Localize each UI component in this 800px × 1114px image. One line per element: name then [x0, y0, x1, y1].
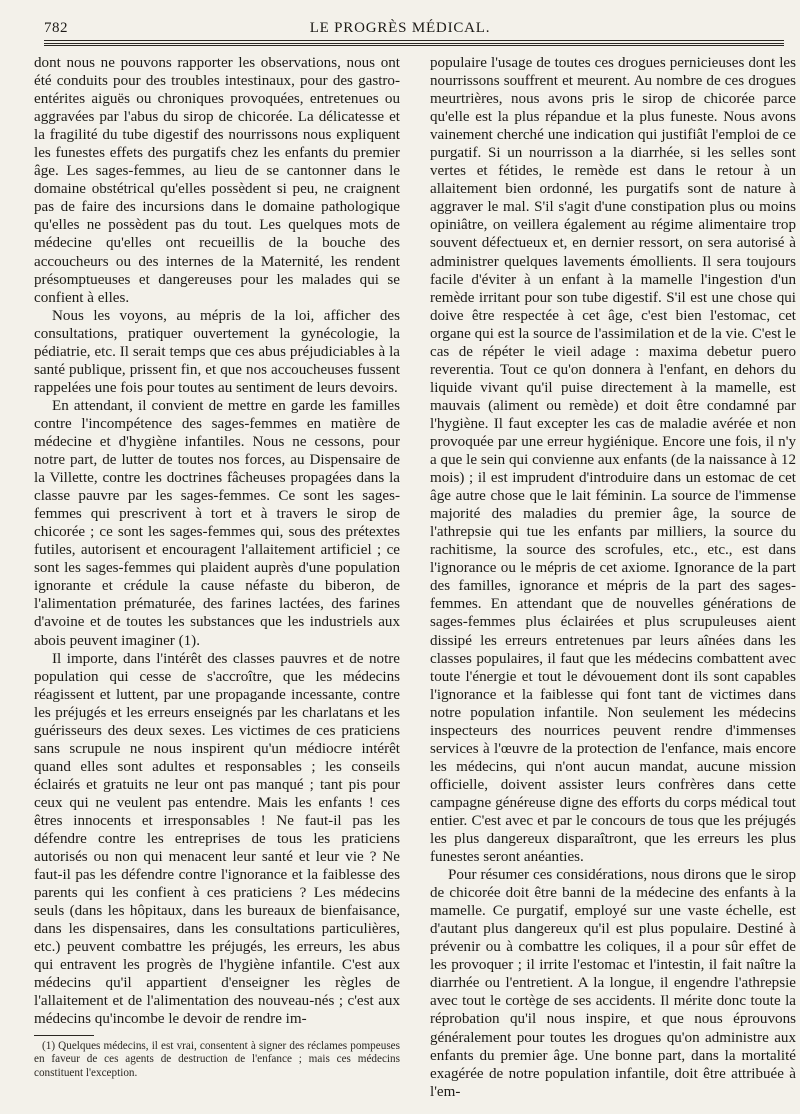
right-column: [424, 54, 796, 1101]
paragraph: Pour résumer ces considérations, nous dirons que le sirop de chicorée doit être banni de la médecine des enfants à la mamelle. Ce purgatif, employé sur une vaste échelle, est d'autant plus dangereux qu'il est plus populaire. Destiné à prévenir ou à combattre les coliques, il a pour sûr effet de les provoquer ; il irrite l'estomac et l'intestin, il fait naître la diarrhée ou l'entretient. A la longue, il engendre l'athrepsie avec tout le cortège de ses accidents. Il mérite donc toute la réprobation qu'il nous inspire, et que nous éprouvons généralement pour toutes les drogues qu'on administre aux enfants du premier âge. Une bonne part, dans la mortalité exagérée de notre population infantile, doit être attribuée à l'em-: [430, 867, 796, 1100]
paragraph: Nous les voyons, au mépris de la loi, afficher des consultations, pratiquer ouvertement la gynécologie, la pédiatrie, etc. Il serait temps que ces abus préjudiciables à la santé publique, prissent fin, et que nos accoucheuses fussent rappelées une fois pour toutes au sentiment de leurs devoirs.: [34, 307, 400, 396]
left-column: [34, 54, 400, 1101]
journal-title: LE PROGRÈS MÉDICAL.: [309, 20, 491, 36]
paragraph: dont nous ne pouvons rapporter les observations, nous ont été conduits pour des troubles intestinaux, pour des gastro-entérites aiguës ou chroniques provoquées, entretenues ou aggravées par l'abus du sirop de chicorée. La délicatesse et la fragilité du tube digestif des nourrissons nous expliquent les funestes effets des purgatifs chez les enfants du premier âge. Les sages-femmes, au lieu de se cantonner dans le domaine obstétrical qu'elles possèdent si peu, ne craignent pas de faire des incursions dans le domaine pathologique qu'elles ne possèdent pas du tout. Les quelques mots de médecine qu'elles ont recueillis de la bouche des accoucheurs ou des internes de la Maternité, les rendent présomptueuses et dangereuses pour les malades qui se confient à elles.: [34, 55, 400, 306]
footnote: (1) Quelques médecins, il est vrai, consentent à signer des réclames pompeuses en faveur de ces agents de destruction de l'enfance ; mais ces médecins constituent l'exception.: [34, 1039, 400, 1079]
text-columns: [34, 54, 796, 1101]
footnote-rule: [34, 1035, 94, 1036]
paragraph: populaire l'usage de toutes ces drogues pernicieuses dont les nourrissons souffrent et meurent. Au nombre de ces drogues meurtrières, nous avons pris le sirop de chicorée parce qu'elle est la plus répandue et la plus funeste. Nous avons vainement cherché une indication qui justifiât l'emploi de ce purgatif. Si un nourrisson a la diarrhée, si les selles sont vertes et fétides, le remède est dans le retour à un allaitement bien ordonné, les purgatifs sont de nature à aggraver le mal. S'il s'agit d'une constipation plus ou moins opiniâtre, on veillera également au régime alimentaire trop souvent défectueux et, en dernier ressort, on sera autorisé à administrer quelques lavements émollients. Il sera toujours facile d'éviter à un enfant à la mamelle l'ingestion d'un remède irritant pour son tube digestif. S'il est une chose qui doive être respectée à cet âge, c'est bien l'estomac, cet organe qui est la source de l'assimilation et de la vie. C'est le cas de répéter le vieil adage : maxima debetur puero reverentia. Tout ce qu'on donnera à l'enfant, en dehors du liquide vivant qu'il puise directement à la mamelle, est mauvais (aliment ou remède) et doit être condamné par l'hygiène. Il faut excepter les cas de maladie avérée et non provoquée par une erreur hygiénique. Encore une fois, il n'y a que le sein qui convienne aux enfants (de la naissance à 12 mois) ; il est imprudent d'introduire dans un estomac de cet âge autre chose que le lait féminin. La source de l'immense majorité des maladies du premier âge, la source de l'athrepsie qui tue les enfants par milliers, la source du rachitisme, la source des scrofules, etc., etc., est dans l'ignorance ou le mépris de cet axiome. Ignorance de la part des familles, ignorance et mépris de la part des sages-femmes. En attendant que de nouvelles générations de sages-femmes plus éclairées et plus scrupuleuses aient dissipé les erreurs entretenues par leurs aînées dans les classes populaires, il faut que les médecins combattent avec toute l'énergie et tout le dévouement dont ils sont capables l'ignorance et la faiblesse qui font tant de victimes dans notre population infantile. Non seulement les médecins inspecteurs des nourrices peuvent rendre d'immenses services à l'œuvre de la protection de l'enfance, mais encore les médecins, qui n'ont aucun mandat, aucune mission officielle, doivent assister leurs confrères dans cette campagne généreuse digne des efforts du corps médical tout entier. C'est avec et par le concours de tous que les préjugés les plus dangereux disparaîtront, que les erreurs les plus funestes seront anéanties.: [430, 55, 796, 866]
journal-page: [30, 16, 796, 1102]
paragraph: En attendant, il convient de mettre en garde les familles contre l'incompétence des sages-femmes en matière de médecine et d'hygiène infantiles. Nous ne cessons, pour notre part, de lutter de toutes nos forces, au Dispensaire de la Villette, contre les doctrines fâcheuses propagées dans la classe pauvre par les sages-femmes. Ce sont les sages-femmes qui prescrivent à tort et à travers le sirop de chicorée ; ce sont les sages-femmes qui, sous des prétextes futiles, autorisent et encouragent l'allaitement artificiel ; ce sont les sages-femmes qui plaident auprès d'une population ignorante et crédule la cause néfaste du biberon, de l'alimentation prématurée, des farines lactées, des farines d'avoine et de toutes les substances que les industriels aux abois peuvent imaginer (1).: [34, 397, 400, 649]
header-rule: [44, 40, 784, 46]
paragraph: Il importe, dans l'intérêt des classes pauvres et de notre population qui cesse de s'accroître, que les médecins réagissent et luttent, par une propagande incessante, contre les préjugés et les erreurs enseignés par les charlatans et les guérisseurs des deux sexes. Les victimes de ces praticiens sans scrupule ne nous inspirent qu'un médiocre intérêt quand elles sont adultes et responsables ; les conseils éclairés et gratuits ne leur ont pas manqué ; tant pis pour ceux qui ne veulent pas entendre. Mais les enfants ! ces êtres innocents et irresponsables ! Ne faut-il pas les défendre contre les entreprises de tous les praticiens autorisés ou non qui menacent leur santé et leur vie ? Ne faut-il pas les défendre contre l'ignorance et la faiblesse des parents qui les confient à ces praticiens ? Les médecins seuls (dans les hôpitaux, dans les bureaux de bienfaisance, dans les dispensaires, dans les consultations particulières, etc.) peuvent combattre les préjugés, les erreurs, les abus qui entravent les progrès de l'hygiène infantile. C'est aux médecins qu'il appartient d'enseigner les règles de l'allaitement et de l'alimentation des nouveau-nés ; c'est aux médecins qu'incombe le devoir de rendre im-: [34, 650, 400, 1028]
running-header: [30, 16, 770, 40]
page-number: 782: [44, 20, 68, 36]
